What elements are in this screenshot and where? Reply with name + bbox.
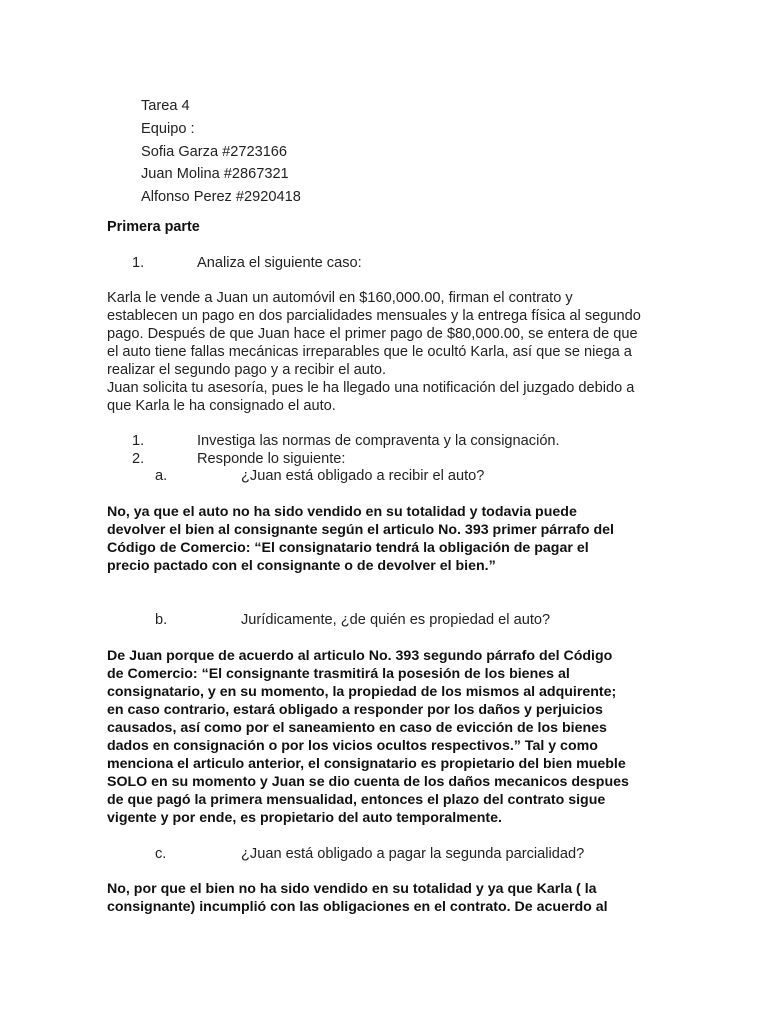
- paragraph-line: establecen un pago en dos parcialidades mensuales y la entrega física al segundo: [107, 308, 641, 324]
- answer-line: No, ya que el auto no ha sido vendido en su totalidad y todavia puede: [107, 504, 577, 520]
- answer-line: de que pagó la primera mensualidad, entonces el plazo del contrato sigue: [107, 792, 606, 808]
- answer-line: SOLO en su momento y Juan se dio cuenta de los daños mecanicos despues: [107, 774, 629, 790]
- answer-line: No, por que el bien no ha sido vendido en su totalidad y ya que Karla ( la: [107, 881, 597, 897]
- answer-line: causados, así como por el saneamiento en caso de evicción de los bienes: [107, 720, 607, 736]
- case-paragraph: [107, 289, 667, 415]
- answer-line: dados en consignación o por los vicios ocultos respectivos.” Tal y como: [107, 738, 598, 754]
- assignment-title: Tarea 4: [141, 98, 190, 114]
- question-letter: c.: [155, 846, 167, 862]
- list-item-text: Responde lo siguiente:: [197, 451, 346, 467]
- paragraph-line: pago. Después de que Juan hace el primer pago de $80,000.00, se entera de que: [107, 326, 638, 342]
- list-number: 2.: [132, 451, 145, 467]
- answer-line: consignatario, y en su momento, la propiedad de los mismos al adquirente;: [107, 684, 617, 700]
- paragraph-line: Karla le vende a Juan un automóvil en $160,000.00, firman el contrato y: [107, 290, 573, 306]
- paragraph-line: que Karla le ha consignado el auto.: [107, 398, 336, 414]
- team-label: Equipo :: [141, 121, 195, 137]
- answer-line: consignante) incumplió con las obligaciones en el contrato. De acuerdo al: [107, 899, 608, 915]
- answer-line: Código de Comercio: “El consignatario tendrá la obligación de pagar el: [107, 540, 589, 556]
- team-member: Sofia Garza #2723166: [141, 144, 288, 160]
- list-item-text: Investiga las normas de compraventa y la consignación.: [197, 433, 560, 449]
- question-letter: a.: [155, 468, 168, 484]
- paragraph-line: Juan solicita tu asesoría, pues le ha llegado una notificación del juzgado debido a: [107, 380, 635, 396]
- team-member: Juan Molina #2867321: [141, 166, 289, 182]
- paragraph-line: realizar el segundo pago y a recibir el auto.: [107, 362, 387, 378]
- list-number: 1.: [132, 433, 145, 449]
- answer-line: de Comercio: “El consignante trasmitirá la posesión de los bienes al: [107, 666, 570, 682]
- question-text: ¿Juan está obligado a pagar la segunda parcialidad?: [241, 846, 585, 862]
- answer-line: devolver el bien al consignante según el articulo No. 393 primer párrafo del: [107, 522, 614, 538]
- list-item-text: Analiza el siguiente caso:: [197, 255, 362, 271]
- answer-line: menciona el articulo anterior, el consignatario es propietario del bien mueble: [107, 756, 626, 772]
- question-text: Jurídicamente, ¿de quién es propiedad el auto?: [241, 612, 551, 628]
- paragraph-line: el auto tiene fallas mecánicas irreparables que le ocultó Karla, así que se niega a: [107, 344, 632, 360]
- answer-paragraph: [107, 503, 667, 575]
- list-number: 1.: [132, 255, 145, 271]
- answer-line: De Juan porque de acuerdo al articulo No. 393 segundo párrafo del Código: [107, 648, 613, 664]
- question-letter: b.: [155, 612, 168, 628]
- question-text: ¿Juan está obligado a recibir el auto?: [241, 468, 485, 484]
- answer-paragraph: [107, 647, 667, 827]
- answer-line: en caso contrario, estará obligado a responder por los daños y perjuicios: [107, 702, 603, 718]
- section-title: Primera parte: [107, 219, 200, 235]
- answer-line: vigente y por ende, es propietario del auto temporalmente.: [107, 810, 502, 826]
- answer-line: precio pactado con el consignante o de devolver el bien.”: [107, 558, 496, 574]
- answer-paragraph: [107, 880, 667, 916]
- team-member: Alfonso Perez #2920418: [141, 189, 301, 205]
